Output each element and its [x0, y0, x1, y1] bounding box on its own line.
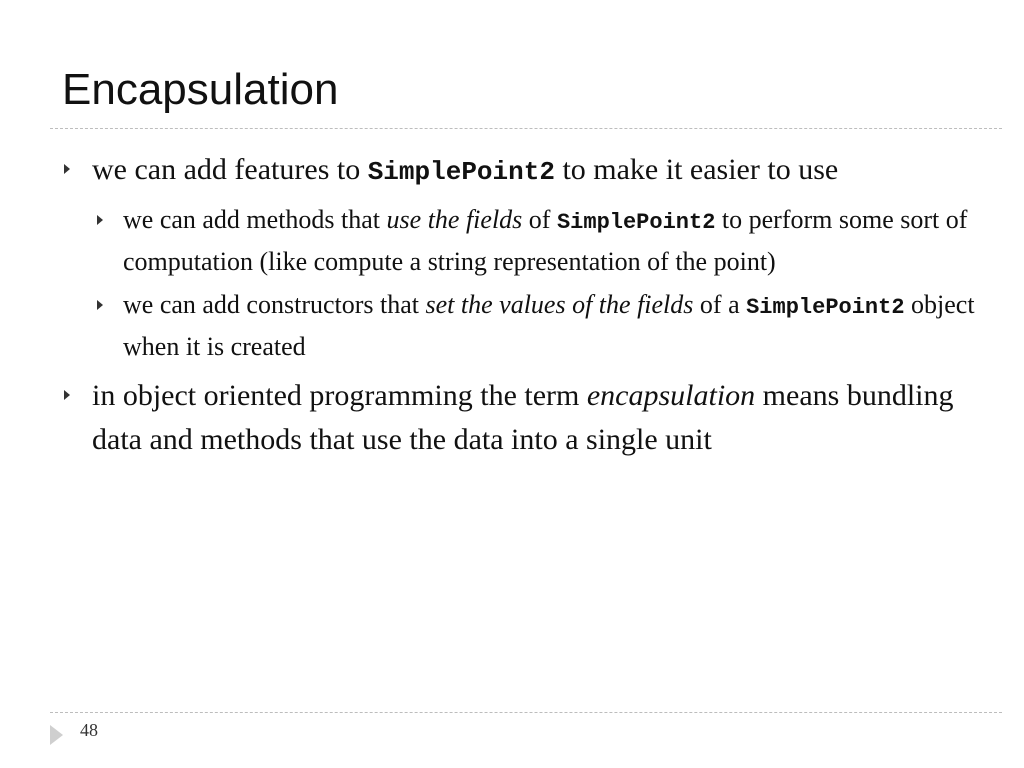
- bullet-text: in object oriented programming the term: [92, 379, 587, 412]
- bullet-text: we can add features to: [92, 153, 368, 186]
- code-term: SimplePoint2: [556, 210, 716, 235]
- footer-divider: [50, 712, 1002, 713]
- slide-content: [52, 148, 982, 462]
- bullet-text: we can add constructors that: [123, 290, 426, 319]
- bullet-features: [52, 148, 982, 194]
- bullet-text: to perform some sort of computation (like compute a string representation of the point): [123, 205, 968, 276]
- bullet-arrow-icon: [64, 390, 70, 400]
- sub-bullet-constructors: [52, 285, 982, 366]
- emphasis-text: use the fields: [386, 205, 523, 234]
- bullet-arrow-icon: [97, 300, 103, 310]
- slide-title: Encapsulation: [62, 65, 339, 114]
- bullet-arrow-icon: [97, 215, 103, 225]
- sub-bullet-methods: [52, 200, 982, 281]
- bullet-encapsulation: [52, 374, 982, 462]
- bullet-text: of a: [693, 290, 747, 319]
- footer-arrow-icon: [50, 725, 63, 745]
- bullet-arrow-icon: [64, 164, 70, 174]
- title-divider: [50, 128, 1002, 129]
- bullet-text: means bundling data and methods that use the data into a single unit: [92, 379, 954, 456]
- bullet-text: object when it is created: [123, 290, 975, 361]
- bullet-text: to make it easier to use: [554, 153, 839, 186]
- page-number: 48: [80, 720, 98, 740]
- bullet-text: we can add methods that: [123, 205, 387, 234]
- code-term: SimplePoint2: [367, 157, 555, 187]
- emphasis-text: set the values of the fields: [425, 290, 694, 319]
- code-term: SimplePoint2: [746, 295, 905, 320]
- bullet-text: of: [522, 205, 557, 234]
- emphasis-text: encapsulation: [586, 379, 756, 412]
